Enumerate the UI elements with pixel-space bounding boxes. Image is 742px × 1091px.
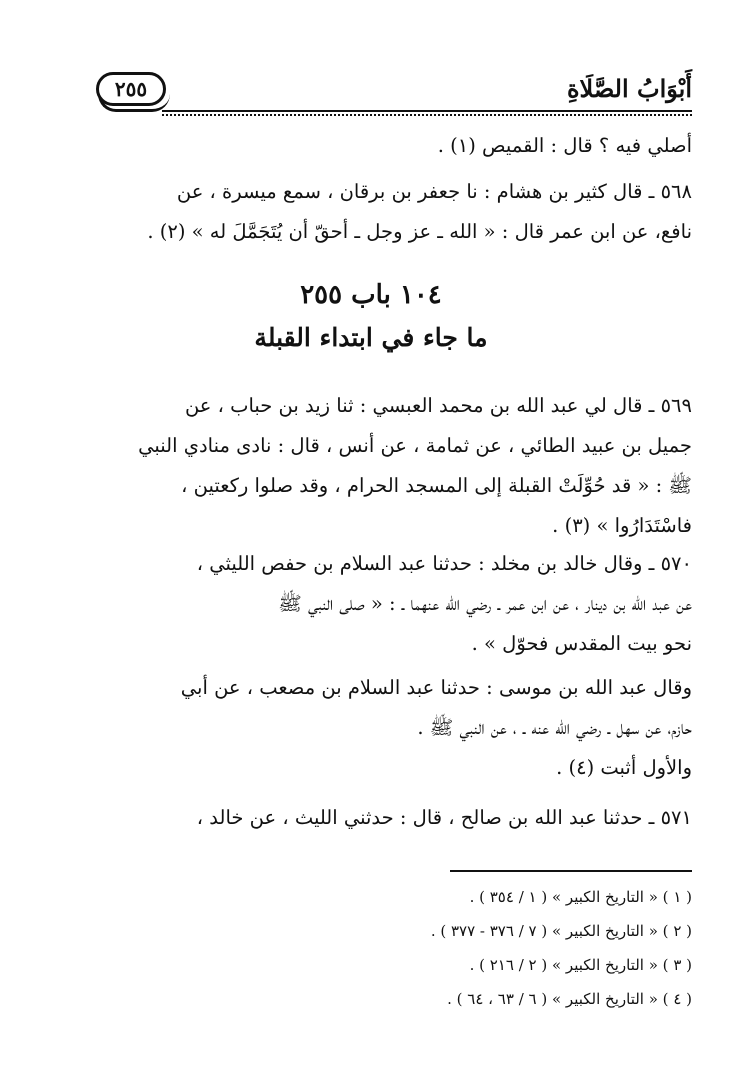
text-line: جميل بن عبيد الطائي ، عن ثمامة ، عن أنس ، قال : نادى منادي النبي bbox=[138, 434, 692, 457]
footnote-2: ( ٢ ) « التاريخ الكبير » ( ٧ / ٣٧٦ - ٣٧٧ ) . bbox=[430, 922, 692, 940]
chapter-number: ١٠٤ باب ٢٥٥ bbox=[300, 280, 442, 310]
hadith-570 bbox=[47, 544, 692, 664]
hadith-571 bbox=[47, 798, 692, 838]
text-line: حازم، عن سهل ـ رضي الله عنه ـ ، عن النبي ﷺ . bbox=[417, 716, 692, 739]
text-line: وقال عبد الله بن موسى : حدثنا عبد السلام بن مصعب ، عن أبي bbox=[180, 676, 692, 699]
hadith-569 bbox=[47, 386, 692, 546]
footnotes bbox=[52, 880, 692, 1016]
footnote-3: ( ٣ ) « التاريخ الكبير » ( ٢ / ٢١٦ ) . bbox=[469, 956, 692, 974]
text-line: نحو بيت المقدس فحوّل » . bbox=[471, 632, 692, 655]
footnote-4: ( ٤ ) « التاريخ الكبير » ( ٦ / ٦٣ ، ٦٤ ) . bbox=[447, 990, 692, 1008]
text-line: ٥٦٩ ـ قال لي عبد الله بن محمد العبسي : ثنا زيد بن حباب ، عن bbox=[184, 394, 692, 417]
running-title: أَبْوَابُ الصَّلَاةِ bbox=[566, 74, 692, 103]
header-dotted-rule bbox=[162, 114, 692, 116]
text-line: ٥٧١ ـ حدثنا عبد الله بن صالح ، قال : حدثني الليث ، عن خالد ، bbox=[196, 806, 692, 829]
text-line: ٥٦٨ ـ قال كثير بن هشام : نا جعفر بن برقان ، سمع ميسرة ، عن bbox=[176, 180, 692, 203]
text-line: ٥٧٠ ـ وقال خالد بن مخلد : حدثنا عبد السلام بن حفص الليثي ، bbox=[196, 552, 692, 575]
text-line: فاسْتَدَارُوا » (٣) . bbox=[552, 514, 692, 537]
text-line: أصلي فيه ؟ قال : القميص (١) . bbox=[437, 134, 692, 157]
hadith-568 bbox=[47, 172, 692, 252]
text-line: عن عبد الله بن دينار ، عن ابن عمر ـ رضي الله عنهما ـ : « صلى النبي ﷺ bbox=[278, 592, 692, 615]
text-line: ﷺ : « قد حُوِّلَتْ القبلة إلى المسجد الحرام ، وقد صلوا ركعتين ، bbox=[181, 474, 692, 497]
text-line: والأول أثبت (٤) . bbox=[556, 756, 692, 779]
chapter-title: ما جاء في ابتداء القبلة bbox=[254, 323, 488, 352]
text-line: نافع، عن ابن عمر قال : « الله ـ عز وجل ـ أحقّ أن يُتَجَمَّلَ له » (٢) . bbox=[147, 220, 692, 243]
paragraph-continuation bbox=[47, 126, 692, 166]
page-header bbox=[96, 68, 692, 118]
hadith-570-alternate bbox=[47, 668, 692, 788]
footnote-separator bbox=[450, 870, 692, 872]
header-rule bbox=[162, 110, 692, 112]
page-number-badge: ٢٥٥ bbox=[96, 72, 166, 106]
footnote-1: ( ١ ) « التاريخ الكبير » ( ١ / ٣٥٤ ) . bbox=[469, 888, 692, 906]
